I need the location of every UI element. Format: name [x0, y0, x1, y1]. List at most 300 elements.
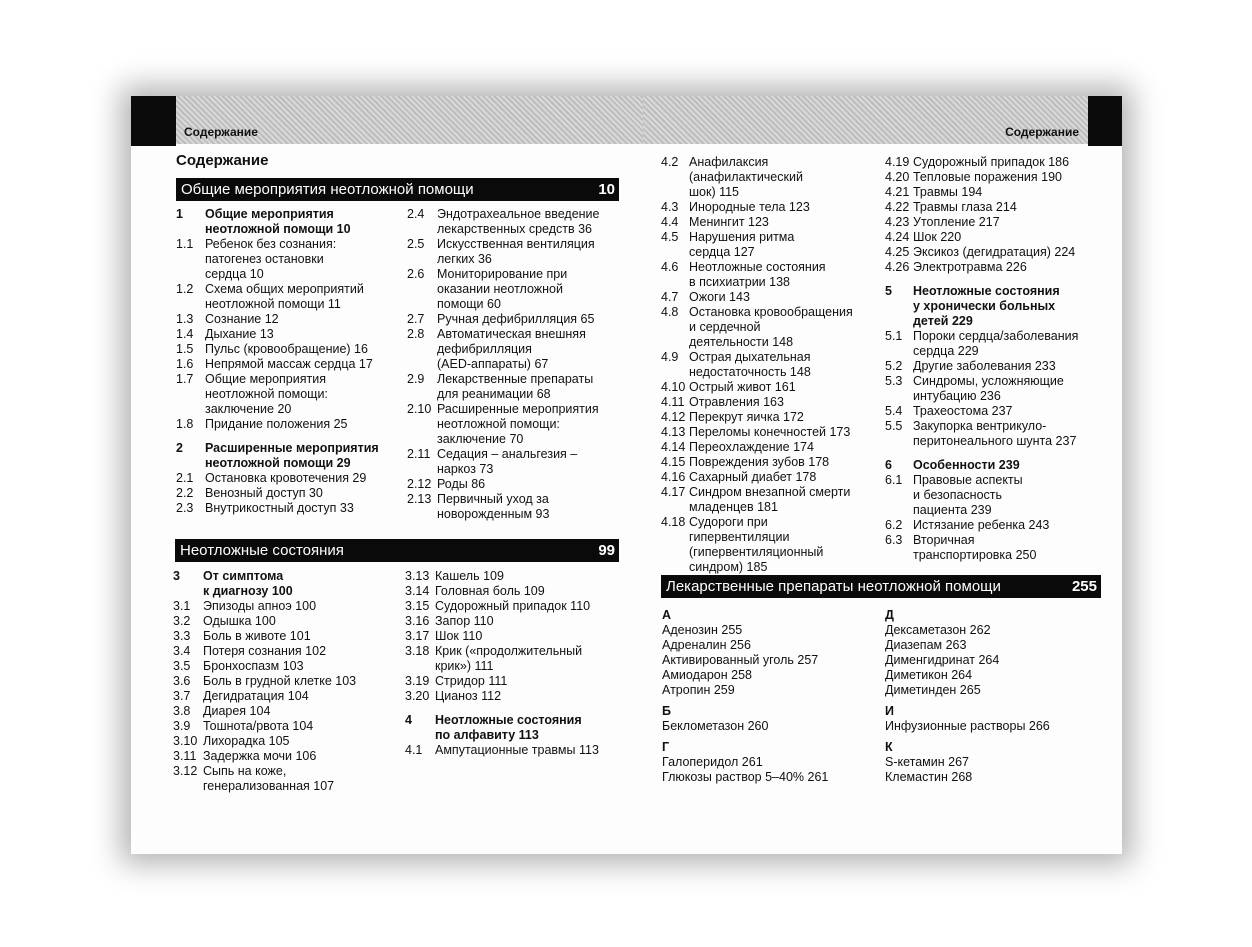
toc-entry-text: Пульс (кровообращение) 16 — [205, 342, 368, 356]
toc-entry-text: Первичный уход за — [437, 492, 549, 506]
toc-entry-number — [661, 185, 689, 200]
book-spread — [131, 96, 1122, 854]
toc-entry-number: 1.4 — [176, 327, 194, 341]
toc-entry — [661, 275, 881, 290]
toc-entry-number: 4.1 — [405, 743, 423, 757]
toc-entry-number: 5.5 — [885, 419, 903, 433]
toc-entry — [407, 327, 642, 342]
toc-entry — [173, 629, 403, 644]
toc-entry-text: Кашель 109 — [435, 569, 504, 583]
toc-entry-number: 3.5 — [173, 659, 191, 673]
toc-entry — [885, 230, 1121, 245]
toc-entry-number — [407, 432, 437, 447]
toc-entry-number — [407, 417, 437, 432]
section-header-general — [176, 178, 619, 201]
toc-entry — [176, 282, 406, 297]
toc-entry — [176, 312, 406, 327]
toc-entry-text: Задержка мочи 106 — [203, 749, 317, 763]
toc-entry-number — [885, 548, 913, 563]
toc-entry-number — [661, 365, 689, 380]
toc-entry — [661, 230, 881, 245]
toc-column-2 — [407, 207, 642, 522]
toc-entry-number: 3.10 — [173, 734, 198, 748]
toc-entry — [885, 200, 1121, 215]
toc-entry-number: 4.10 — [661, 380, 686, 394]
toc-entry — [661, 380, 881, 395]
toc-entry-number: 1.5 — [176, 342, 194, 356]
toc-entry — [885, 518, 1121, 533]
toc-entry-text: синдром) 185 — [689, 560, 768, 574]
toc-entry — [661, 335, 881, 350]
toc-entry — [176, 441, 406, 456]
toc-entry-text: Травмы 194 — [913, 185, 983, 199]
toc-entry-text: у хронически больных — [913, 299, 1056, 313]
toc-entry-number: 4.18 — [661, 515, 686, 529]
toc-entry — [885, 245, 1121, 260]
toc-entry-text: Острая дыхательная — [689, 350, 811, 364]
toc-entry — [407, 462, 642, 477]
toc-entry-text: заключение 20 — [205, 402, 292, 416]
toc-entry-number: 4.26 — [885, 260, 910, 274]
drug-entry: Амиодарон 258 — [662, 668, 752, 682]
toc-entry-text: лекарственных средств 36 — [437, 222, 592, 236]
toc-entry — [885, 215, 1121, 230]
toc-entry-text: неотложной помощи: — [437, 417, 560, 431]
toc-entry-text: Перекрут яичка 172 — [689, 410, 804, 424]
toc-entry-text: Схема общих мероприятий — [205, 282, 364, 296]
toc-entry-number: 3.4 — [173, 644, 191, 658]
toc-entry-text: Мониторирование при — [437, 267, 568, 281]
toc-entry-number — [661, 500, 689, 515]
toc-entry-text: Одышка 100 — [203, 614, 276, 628]
toc-entry — [661, 200, 881, 215]
toc-entry — [661, 155, 881, 170]
toc-entry-number: 3.7 — [173, 689, 191, 703]
toc-entry-number: 4.21 — [885, 185, 910, 199]
toc-entry — [173, 764, 403, 779]
toc-entry-text: Расширенные мероприятия — [205, 441, 379, 455]
toc-entry — [885, 404, 1121, 419]
toc-entry-number — [176, 402, 205, 417]
toc-entry-number — [176, 267, 205, 282]
toc-entry-text: Крик («продолжительный — [435, 644, 583, 658]
toc-entry — [405, 614, 641, 629]
toc-entry-number: 3.11 — [173, 749, 197, 763]
toc-column-1 — [176, 207, 406, 516]
toc-entry — [173, 689, 403, 704]
toc-entry-text: Эксикоз (дегидратация) 224 — [913, 245, 1076, 259]
section-header-emergencies — [175, 539, 619, 562]
toc-entry — [661, 560, 881, 575]
toc-entry — [661, 485, 881, 500]
toc-entry-text: Стридор 111 — [435, 674, 508, 688]
toc-entry-number: 4.17 — [661, 485, 686, 499]
toc-entry-text: гипервентиляции — [689, 530, 790, 544]
toc-entry-number: 4 — [405, 713, 412, 727]
drug-entry: Адреналин 256 — [662, 638, 751, 652]
toc-entry-number: 2.3 — [176, 501, 194, 515]
toc-entry-text: дефибрилляция — [437, 342, 532, 356]
toc-entry-number: 3.9 — [173, 719, 191, 733]
toc-entry — [407, 507, 642, 522]
toc-entry — [176, 297, 406, 312]
toc-entry — [407, 357, 642, 372]
toc-column-4 — [405, 569, 641, 758]
toc-entry-text: деятельности 148 — [689, 335, 794, 349]
toc-entry-number — [885, 389, 913, 404]
toc-entry-text: Цианоз 112 — [435, 689, 502, 703]
toc-entry-text: детей 229 — [913, 314, 973, 328]
drug-entry: Галоперидол 261 — [662, 755, 763, 769]
toc-entry — [173, 659, 403, 674]
toc-entry — [661, 290, 881, 305]
toc-entry-number: 3.8 — [173, 704, 191, 718]
toc-entry — [407, 222, 642, 237]
toc-entry — [405, 569, 641, 584]
toc-entry — [885, 458, 1121, 473]
toc-entry-number: 1.2 — [176, 282, 194, 296]
page-title: Содержание — [176, 152, 269, 169]
toc-entry — [885, 503, 1121, 518]
right-page — [643, 96, 1122, 854]
toc-entry-number — [407, 462, 437, 477]
toc-entry — [661, 440, 881, 455]
toc-entry-number — [885, 488, 913, 503]
toc-entry — [407, 447, 642, 462]
running-head-left: Содержание — [184, 125, 258, 139]
toc-entry-text: Бронхоспазм 103 — [203, 659, 304, 673]
toc-entry-text: Правовые аспекты — [913, 473, 1023, 487]
toc-entry-number — [661, 245, 689, 260]
toc-entry — [173, 599, 403, 614]
toc-entry-text: сердца 127 — [689, 245, 755, 259]
toc-entry — [173, 704, 403, 719]
toc-entry — [885, 344, 1121, 359]
toc-entry — [407, 402, 642, 417]
toc-entry-number: 4.7 — [661, 290, 679, 304]
toc-entry — [661, 305, 881, 320]
toc-entry-text: пациента 239 — [913, 503, 992, 517]
toc-entry — [661, 365, 881, 380]
toc-entry-number: 5.2 — [885, 359, 903, 373]
toc-entry-number — [661, 275, 689, 290]
toc-entry-text: Остановка кровообращения — [689, 305, 853, 319]
index-letter: Д — [885, 608, 894, 622]
toc-entry — [173, 614, 403, 629]
toc-entry-text: Истязание ребенка 243 — [913, 518, 1050, 532]
toc-entry-number: 3.18 — [405, 644, 430, 658]
toc-entry-number: 4.15 — [661, 455, 686, 469]
toc-entry-number: 3.14 — [405, 584, 430, 598]
toc-entry — [407, 492, 642, 507]
toc-entry-text: Синдромы, усложняющие — [913, 374, 1064, 388]
toc-entry-number: 2.11 — [407, 447, 431, 461]
toc-entry-number: 4.12 — [661, 410, 686, 424]
toc-entry-text: Менингит 123 — [689, 215, 769, 229]
toc-entry-number: 4.11 — [661, 395, 685, 409]
left-page — [131, 96, 643, 854]
toc-entry-number: 3 — [173, 569, 180, 583]
toc-entry-text: Переломы конечностей 173 — [689, 425, 851, 439]
toc-entry-text: Нарушения ритма — [689, 230, 795, 244]
toc-entry-number: 2.1 — [176, 471, 194, 485]
toc-entry — [661, 215, 881, 230]
toc-entry-number: 3.1 — [173, 599, 191, 613]
section-page: 99 — [598, 542, 615, 559]
toc-entry-number — [407, 222, 437, 237]
toc-entry — [176, 237, 406, 252]
toc-entry — [885, 359, 1121, 374]
drug-entry: Аденозин 255 — [662, 623, 743, 637]
toc-entry-text: Дыхание 13 — [205, 327, 274, 341]
toc-entry-text: Автоматическая внешняя — [437, 327, 586, 341]
toc-entry-text: Венозный доступ 30 — [205, 486, 323, 500]
toc-entry-text: генерализованная 107 — [203, 779, 335, 793]
toc-entry-text: Ребенок без сознания: — [205, 237, 337, 251]
toc-entry-text: Неотложные состояния — [689, 260, 826, 274]
drug-entry: Активированный уголь 257 — [662, 653, 819, 667]
toc-entry — [405, 599, 641, 614]
toc-entry-number: 3.6 — [173, 674, 191, 688]
toc-entry-text: Переохлаждение 174 — [689, 440, 814, 454]
toc-entry-number: 4.2 — [661, 155, 679, 169]
toc-entry-text: Судорожный припадок 110 — [435, 599, 591, 613]
toc-entry — [885, 299, 1121, 314]
toc-entry-text: Боль в животе 101 — [203, 629, 311, 643]
toc-entry — [885, 170, 1121, 185]
toc-entry — [176, 417, 406, 432]
toc-entry-number: 4.6 — [661, 260, 679, 274]
toc-entry-text: крик») 111 — [435, 659, 494, 673]
drug-column-1 — [662, 608, 882, 785]
toc-entry-number — [407, 342, 437, 357]
toc-entry — [176, 486, 406, 501]
toc-entry — [661, 320, 881, 335]
toc-entry-text: неотложной помощи 29 — [205, 456, 351, 470]
drug-entry: Атропин 259 — [662, 683, 735, 697]
toc-entry-text: Неотложные состояния — [435, 713, 582, 727]
toc-entry-text: сердца 229 — [913, 344, 979, 358]
toc-entry-text: Вторичная — [913, 533, 975, 547]
toc-entry-text: Отравления 163 — [689, 395, 784, 409]
toc-entry-number — [405, 728, 435, 743]
toc-entry-text: недостаточность 148 — [689, 365, 811, 379]
toc-entry — [661, 425, 881, 440]
toc-entry-number: 4.13 — [661, 425, 686, 439]
toc-entry-number: 3.13 — [405, 569, 430, 583]
toc-entry-number: 1.8 — [176, 417, 194, 431]
toc-entry — [885, 185, 1121, 200]
toc-entry-number — [407, 387, 437, 402]
toc-entry — [176, 402, 406, 417]
toc-entry-number: 2.5 — [407, 237, 425, 251]
toc-entry — [661, 530, 881, 545]
toc-entry-number — [885, 503, 913, 518]
toc-entry-text: Общие мероприятия — [205, 372, 326, 386]
toc-entry — [176, 501, 406, 516]
toc-entry — [885, 374, 1121, 389]
toc-entry-text: Роды 86 — [437, 477, 486, 491]
toc-entry-text: Эпизоды апноэ 100 — [203, 599, 317, 613]
toc-entry-text: Искусственная вентиляция — [437, 237, 595, 251]
toc-entry-number: 1.1 — [176, 237, 194, 251]
toc-entry-text: Закупорка вентрикуло- — [913, 419, 1047, 433]
toc-entry — [405, 584, 641, 599]
toc-entry — [173, 584, 403, 599]
index-letter: К — [885, 740, 893, 754]
toc-entry — [407, 387, 642, 402]
toc-entry-number: 5.1 — [885, 329, 903, 343]
toc-entry — [661, 245, 881, 260]
toc-entry-number — [661, 335, 689, 350]
toc-entry-number: 5.3 — [885, 374, 903, 388]
toc-entry-number — [661, 170, 689, 185]
toc-entry-number: 2.6 — [407, 267, 425, 281]
toc-entry-text: Инородные тела 123 — [689, 200, 810, 214]
toc-entry — [176, 387, 406, 402]
section-title: Лекарственные препараты неотложной помощи — [666, 578, 1001, 595]
toc-entry-text: неотложной помощи: — [205, 387, 328, 401]
toc-entry-number: 1.6 — [176, 357, 194, 371]
toc-entry-number — [405, 659, 435, 674]
toc-entry-text: Седация – анальгезия – — [437, 447, 578, 461]
toc-column-3 — [173, 569, 403, 794]
toc-entry-text: неотложной помощи 11 — [205, 297, 341, 311]
toc-entry — [407, 267, 642, 282]
toc-entry-number — [885, 299, 913, 314]
toc-entry-number: 4.3 — [661, 200, 679, 214]
toc-entry-number: 3.16 — [405, 614, 430, 628]
toc-entry-number: 2.7 — [407, 312, 425, 326]
toc-entry — [407, 282, 642, 297]
toc-column-5 — [661, 155, 881, 575]
toc-entry — [173, 719, 403, 734]
toc-entry-text: Дегидратация 104 — [203, 689, 309, 703]
toc-entry — [885, 314, 1121, 329]
toc-entry-number: 3.15 — [405, 599, 430, 613]
toc-entry-text: шок) 115 — [689, 185, 740, 199]
toc-entry-text: интубацию 236 — [913, 389, 1001, 403]
toc-entry — [173, 674, 403, 689]
toc-entry-number: 3.19 — [405, 674, 430, 688]
toc-entry — [405, 689, 641, 704]
toc-entry-number: 4.8 — [661, 305, 679, 319]
toc-entry-text: Потеря сознания 102 — [203, 644, 327, 658]
toc-entry — [407, 252, 642, 267]
toc-entry — [176, 357, 406, 372]
toc-entry — [407, 312, 642, 327]
toc-entry — [176, 456, 406, 471]
toc-entry-text: Остановка кровотечения 29 — [205, 471, 367, 485]
toc-entry-text: Боль в грудной клетке 103 — [203, 674, 357, 688]
toc-entry — [407, 417, 642, 432]
toc-entry-text: (анафилактический — [689, 170, 803, 184]
toc-entry-number — [407, 507, 437, 522]
drug-entry: Дексаметазон 262 — [885, 623, 991, 637]
toc-entry-text: Расширенные мероприятия — [437, 402, 599, 416]
toc-entry-text: к диагнозу 100 — [203, 584, 293, 598]
index-letter: Г — [662, 740, 670, 754]
toc-entry-text: Сахарный диабет 178 — [689, 470, 817, 484]
toc-entry-number: 6.3 — [885, 533, 903, 547]
toc-entry-number: 1.7 — [176, 372, 194, 386]
toc-entry — [407, 477, 642, 492]
toc-entry — [661, 470, 881, 485]
toc-entry-number — [407, 252, 437, 267]
drug-entry: Диметикон 264 — [885, 668, 973, 682]
toc-entry-number: 6.1 — [885, 473, 903, 487]
toc-entry-number — [407, 357, 437, 372]
toc-entry — [661, 185, 881, 200]
toc-entry — [405, 674, 641, 689]
toc-entry-text: (гипервентиляционный — [689, 545, 824, 559]
drug-entry: Глюкозы раствор 5–40% 261 — [662, 770, 829, 784]
section-header-drugs — [661, 575, 1101, 598]
toc-entry — [885, 419, 1121, 434]
toc-entry-number: 4.22 — [885, 200, 910, 214]
toc-entry — [405, 644, 641, 659]
drug-entry: Клемастин 268 — [885, 770, 973, 784]
section-title: Неотложные состояния — [180, 542, 344, 559]
toc-entry-number: 4.24 — [885, 230, 910, 244]
toc-entry-text: Сознание 12 — [205, 312, 279, 326]
toc-entry — [176, 342, 406, 357]
toc-entry — [173, 779, 403, 794]
toc-entry — [176, 252, 406, 267]
toc-entry-text: сердца 10 — [205, 267, 264, 281]
toc-entry-number — [661, 560, 689, 575]
toc-entry-number: 3.20 — [405, 689, 430, 703]
toc-entry-text: помощи 60 — [437, 297, 501, 311]
toc-entry — [885, 488, 1121, 503]
drug-entry: Инфузионные растворы 266 — [885, 719, 1050, 733]
toc-entry-number: 3.12 — [173, 764, 198, 778]
toc-entry-number: 6 — [885, 458, 892, 472]
toc-entry-text: Эндотрахеальное введение — [437, 207, 600, 221]
toc-entry-number — [661, 545, 689, 560]
toc-entry-number — [173, 779, 203, 794]
toc-entry-text: Электротравма 226 — [913, 260, 1027, 274]
toc-entry-text: Синдром внезапной смерти — [689, 485, 851, 499]
toc-entry-text: младенцев 181 — [689, 500, 778, 514]
toc-entry — [885, 284, 1121, 299]
index-letter: Б — [662, 704, 671, 718]
toc-entry-text: От симптома — [203, 569, 284, 583]
toc-entry-number: 3.2 — [173, 614, 191, 628]
toc-entry — [173, 734, 403, 749]
index-letter: И — [885, 704, 894, 718]
toc-entry-number: 3.3 — [173, 629, 191, 643]
toc-entry — [176, 222, 406, 237]
toc-entry — [176, 207, 406, 222]
toc-entry-number — [176, 252, 205, 267]
toc-entry-text: Судорожный припадок 186 — [913, 155, 1070, 169]
toc-entry-number — [176, 222, 205, 237]
toc-entry-text: и сердечной — [689, 320, 761, 334]
toc-entry — [407, 297, 642, 312]
toc-entry-number — [885, 314, 913, 329]
toc-entry — [661, 515, 881, 530]
toc-entry-text: Утопление 217 — [913, 215, 1000, 229]
toc-entry-text: транспортировка 250 — [913, 548, 1037, 562]
toc-entry — [885, 434, 1121, 449]
toc-entry — [661, 260, 881, 275]
toc-entry — [405, 713, 641, 728]
toc-entry-number: 5.4 — [885, 404, 903, 418]
drug-entry: Диазепам 263 — [885, 638, 967, 652]
toc-entry-text: (AED-аппараты) 67 — [437, 357, 549, 371]
toc-entry — [407, 342, 642, 357]
